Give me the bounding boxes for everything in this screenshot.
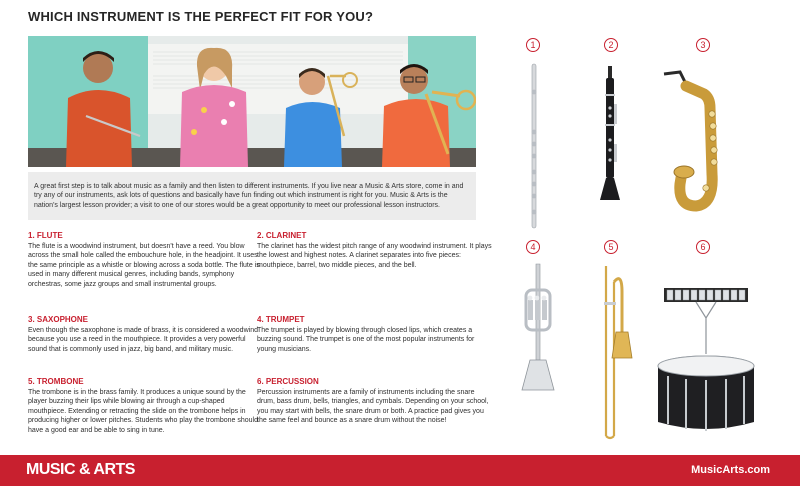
- trombone-description: The trombone is in the brass family. It produces a unique sound by the player buzzing their lips while blowing air through a cup-shaped mouthpiece. Extending or retracting the slide on the trombone helps in producing higher or lower pitches. Students who play the trombone should have a good ear and be able to sing in tune.: [28, 389, 258, 434]
- saxophone-section: [28, 315, 264, 354]
- flute-image: [522, 62, 546, 230]
- trumpet-description: The trumpet is played by blowing through closed lips, which creates a buzzing sound. The trumpet is one of the most popular instruments for young musicians.: [257, 327, 475, 353]
- footer-bar: [0, 455, 800, 486]
- clarinet-image: [596, 64, 624, 202]
- badge-4: 4: [526, 240, 540, 254]
- page-title: WHICH INSTRUMENT IS THE PERFECT FIT FOR YOU?: [28, 9, 374, 24]
- saxophone-image: [658, 64, 738, 212]
- trombone-image: [592, 262, 632, 438]
- trumpet-heading: 4. TRUMPET: [257, 315, 305, 324]
- intro-text: A great first step is to talk about music as a family and then listen to different instruments. If you live near a Music & Arts store, come in and try any of our instruments, ask lots of questions and basically have fun finding out which instrument is right for you. Music & Arts is the nation's largest lesson provider; a visit to one of our stores would be a great opportunity to meet our professional lesson instructors.: [34, 182, 464, 209]
- trumpet-section: [257, 315, 493, 354]
- trumpet-image: [514, 260, 562, 394]
- flute-heading: 1. FLUTE: [28, 231, 63, 240]
- saxophone-description: Even though the saxophone is made of brass, it is considered a woodwind because you use a reed in the mouthpiece. It provides a very powerful sound that is commonly used in jazz, big band, and military music.: [28, 327, 258, 353]
- percussion-description: Percussion instruments are a family of instruments including the snare drum, bass drum, bells, triangles, and cymbals. Depending on your school, you may start with bells, the snare drum or both. A practice pad gives you the same feel and bounce as a snare drum without the noise!: [257, 389, 489, 425]
- flute-description: The flute is a woodwind instrument, but doesn't have a reed. You blow across the small hole called the embouchure hole, in the headjoint. It uses the same principle as a whistle or blowing across a soda bottle. The flute is used in many different musical genres, including bands, symphony orchestras, some jazz groups and small instrumental groups.: [28, 243, 260, 288]
- badge-3: 3: [696, 38, 710, 52]
- badge-6: 6: [696, 240, 710, 254]
- badge-5: 5: [604, 240, 618, 254]
- music-arts-logo: MUSIC & ARTS: [26, 461, 135, 478]
- saxophone-heading: 3. SAXOPHONE: [28, 315, 89, 324]
- intro-box: [28, 172, 476, 220]
- percussion-image: [656, 284, 756, 438]
- clarinet-section: [257, 231, 493, 270]
- website-link[interactable]: MusicArts.com: [691, 464, 770, 476]
- percussion-heading: 6. PERCUSSION: [257, 377, 319, 386]
- flute-section: [28, 231, 264, 289]
- trombone-heading: 5. TROMBONE: [28, 377, 84, 386]
- badge-1: 1: [526, 38, 540, 52]
- percussion-section: [257, 377, 493, 426]
- trombone-section: [28, 377, 264, 435]
- badge-2: 2: [604, 38, 618, 52]
- students-photo: [28, 36, 476, 167]
- clarinet-description: The clarinet has the widest pitch range of any woodwind instrument. It plays the lowest and highest notes. A clarinet separates into five pieces: mouthpiece, barrel, two middle pieces, and the bell.: [257, 243, 492, 269]
- students-photo-art: [28, 36, 476, 167]
- clarinet-heading: 2. CLARINET: [257, 231, 307, 240]
